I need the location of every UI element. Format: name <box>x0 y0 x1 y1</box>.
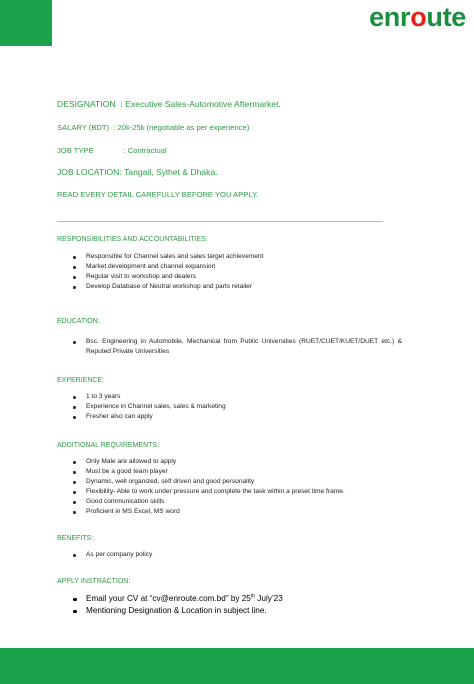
list-item: Proficient in MS Excel, MS word <box>57 507 402 517</box>
list-item: Market development and channel expansion <box>57 262 402 272</box>
jobtype-label: JOB TYPE <box>57 146 94 155</box>
logo-text-o: o <box>410 2 427 32</box>
additional-requirements-title: ADDITIONAL REQUIREMENTS: <box>57 442 160 449</box>
list-item: Must be a good team player <box>57 467 402 477</box>
education-list <box>57 337 402 357</box>
list-item: 1 to 3 years <box>57 392 402 402</box>
list-item: Experience in Channel sales, sales & marketing <box>57 402 402 412</box>
apply-instruction-list <box>57 593 402 617</box>
list-item: Responsible for Channel sales and sales target achievement <box>57 252 402 262</box>
enroute-logo <box>369 2 466 33</box>
job-posting-content <box>57 99 402 617</box>
list-item: Only Male are allowed to apply <box>57 457 402 467</box>
logo-text-start: enr <box>369 2 411 32</box>
location-value: Tangail, Sylhet & Dhaka. <box>124 167 218 177</box>
jobtype-value: : Contractual <box>123 146 167 155</box>
experience-list <box>57 392 402 422</box>
salary-value: : 20k-25k (negotiable as per experience) <box>113 123 250 132</box>
education-title: EDUCATION: <box>57 318 100 325</box>
list-item: Regular visit to workshop and dealers <box>57 272 402 282</box>
apply-instruction-title: APPLY INSTRACTION: <box>57 578 131 585</box>
read-notice: READ EVERY DETAIL CAREFULLY BEFORE YOU APPLY. <box>57 190 259 199</box>
responsibilities-title: RESPONSIBILITIES AND ACCOUNTABILITIES: <box>57 236 208 243</box>
additional-requirements-list <box>57 457 402 517</box>
responsibilities-list <box>57 252 402 292</box>
benefits-list <box>57 550 402 560</box>
divider-line <box>57 221 383 222</box>
list-item: As per company policy <box>57 550 402 560</box>
apply-mention-item: Mentioning Designation & Location in subject line. <box>57 605 402 617</box>
list-item: Bsc. Engineering in Automobile, Mechanical from Public Universities (RUET/CUET/KUET/DUET etc.) & Reputed Private Universities <box>57 337 402 357</box>
designation-value: : Executive Sales-Automotive Aftermarket. <box>120 99 281 109</box>
location-label: JOB LOCATION: <box>57 167 122 177</box>
corner-green-block <box>0 0 52 46</box>
list-item: Dynamic, well organized, self driven and good personality <box>57 477 402 487</box>
jobtype-line <box>57 146 402 155</box>
designation-line <box>57 99 402 109</box>
experience-title: EXPERIENCE: <box>57 377 105 384</box>
benefits-title: BENEFITS: <box>57 535 94 542</box>
location-line <box>57 167 402 177</box>
list-item: Fresher also can apply <box>57 412 402 422</box>
logo-text-end: ute <box>426 2 466 32</box>
apply-date-suffix: th <box>250 593 256 600</box>
list-item: Flexibility- Able to work under pressure and complete the task within a preset time frame. <box>57 487 402 497</box>
list-item: Develop Database of Neutral workshop and parts retailer <box>57 282 402 292</box>
list-item: Good communication skills <box>57 497 402 507</box>
apply-email-text: Email your CV at “cv@enroute.com.bd” by 25 <box>86 594 251 603</box>
designation-label: DESIGNATION <box>57 99 116 109</box>
apply-date-month: July’23 <box>255 594 283 603</box>
footer-green-bar <box>0 648 474 684</box>
salary-line <box>57 123 402 132</box>
apply-email-item <box>57 593 402 605</box>
salary-label: SALARY (BDT) <box>57 123 110 132</box>
